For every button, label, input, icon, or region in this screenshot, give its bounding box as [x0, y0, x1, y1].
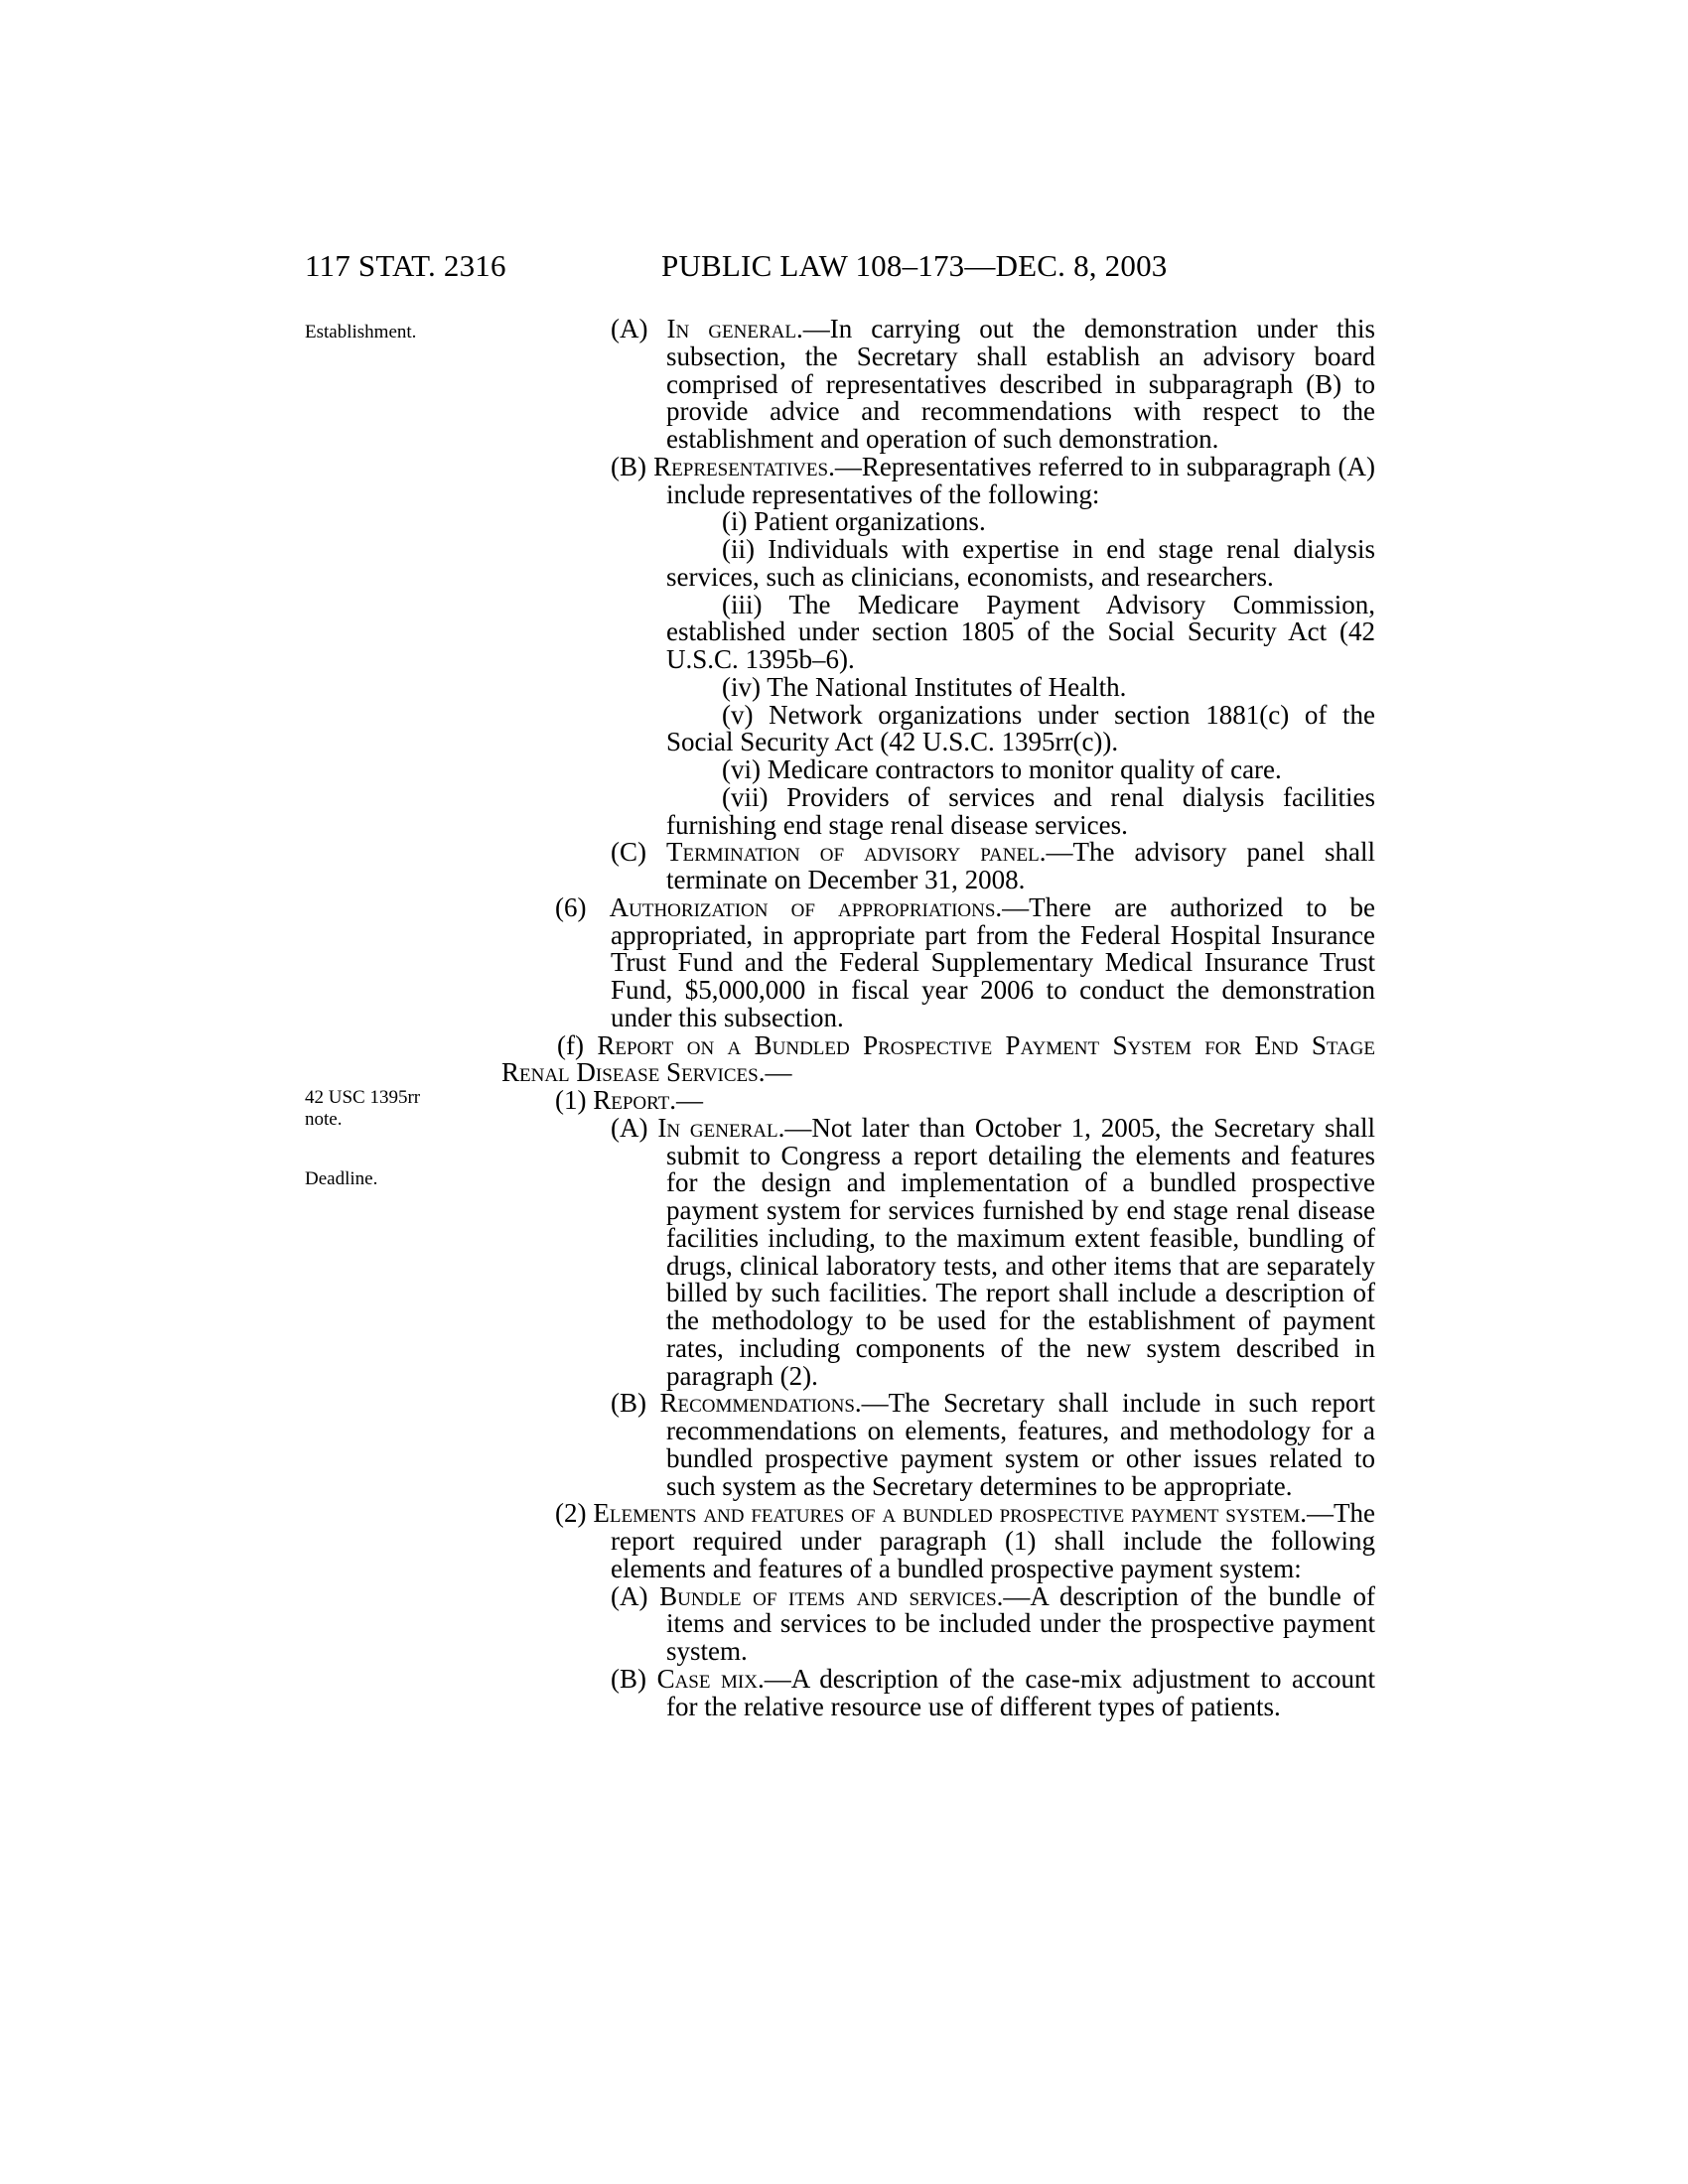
paragraph-1-report: (1) Report.—: [555, 1085, 704, 1115]
clause-item: (v) Network organizations under section 1881(c) of the Social Security Act (42 U.S.C. 1395rr(c)).: [666, 699, 1375, 757]
paragraph-text: There are authorized to be appropriated, in appropriate part from the Federal Hospital Insurance Trust Fund and the Federal Supplementary Medical Insurance Trust Fund, $5,000,000 in fiscal year 2006 to conduct the demonstration under this subsection.: [611, 891, 1376, 1032]
subparagraph-heading: Recommendations: [659, 1388, 855, 1419]
statute-body: [501, 316, 1375, 1720]
subparagraph-a-general: (A) In general.—In carrying out the demonstration under this subsection, the Secretary shall establish an advisory board comprised of representatives described in subparagraph (B) to provide advice and recommendations with respect to the establishment and operation of such demonstration.: [611, 314, 1375, 454]
subparagraph-heading: Representatives: [653, 451, 829, 481]
clause-item: (vi) Medicare contractors to monitor quality of care.: [722, 754, 1282, 784]
subparagraph-heading: In general: [657, 1112, 778, 1143]
paragraph-heading: Authorization of appropriations: [609, 891, 996, 922]
paragraph-heading: Elements and features of a bundled prospective payment system: [593, 1498, 1301, 1529]
clause-item: (iv) The National Institutes of Health.: [722, 671, 1127, 702]
subparagraph-heading: Termination of advisory panel: [666, 837, 1040, 868]
paragraph-heading: Report: [593, 1085, 670, 1115]
margin-note-establishment: Establishment.: [305, 322, 417, 342]
clause-item: (iii) The Medicare Payment Advisory Commission, established under section 1805 of the Social Security Act (42 U.S.C. 1395b–6).: [666, 589, 1375, 674]
margin-note-deadline: Deadline.: [305, 1168, 378, 1189]
subsection-heading: Report on a Bundled Prospective Payment System for End Stage Renal Disease Services: [501, 1029, 1375, 1088]
margin-note-usc-citation: [305, 1087, 420, 1131]
subparagraph-text: Not later than October 1, 2005, the Secretary shall submit to Congress a report detailing the elements and features for the design and implementation of a bundled prospective payment system for services furnished by end stage renal disease facilities including, to the maximum extent feasible, bundling of drugs, clinical laboratory tests, and other items that are separately billed by such facilities. The report shall include a description of the methodology to be used for the establishment of payment rates, including components of the new system described in paragraph (2).: [666, 1112, 1375, 1391]
paragraph-text: The report required under paragraph (1) shall include the following elements and features of a bundled prospective payment system:: [611, 1498, 1375, 1583]
subparagraph-2a-bundle: (A) Bundle of items and services.—A description of the bundle of items and services to be included under the prospective payment system.: [611, 1580, 1375, 1666]
stat-page-number: 117 STAT. 2316: [305, 248, 506, 283]
subparagraph-text: A description of the case-mix adjustment to account for the relative resource use of different types of patients.: [666, 1663, 1375, 1721]
subparagraph-text: Representatives referred to in subparagraph (A) include representatives of the following:: [666, 451, 1375, 509]
margin-note-usc-line: note.: [305, 1109, 343, 1130]
subsection-f-heading: (f) Report on a Bundled Prospective Payment System for End Stage Renal Disease Services.—: [501, 1029, 1375, 1088]
subparagraph-b-representatives: (B) Representatives.—Representatives referred to in subparagraph (A) include representatives of the following:: [611, 451, 1375, 509]
running-head: PUBLIC LAW 108–173—DEC. 8, 2003: [661, 248, 1168, 283]
subparagraph-text: The advisory panel shall terminate on December 31, 2008.: [666, 837, 1375, 894]
subparagraph-text: A description of the bundle of items and services to be included under the prospective payment system.: [666, 1580, 1375, 1666]
clause-item: (vii) Providers of services and renal dialysis facilities furnishing end stage renal disease services.: [666, 781, 1375, 840]
paragraph-2-elements: (2) Elements and features of a bundled prospective payment system.—The report required under paragraph (1) shall include the following elements and features of a bundled prospective payment system:: [555, 1498, 1375, 1583]
paragraph-6-appropriations: (6) Authorization of appropriations.—There are authorized to be appropriated, in appropriate part from the Federal Hospital Insurance Trust Fund and the Federal Supplementary Medical Insurance Trust Fund, $5,000,000 in fiscal year 2006 to conduct the demonstration under this subsection.: [555, 891, 1376, 1032]
margin-note-usc-line: 42 USC 1395rr: [305, 1087, 421, 1108]
subparagraph-c-termination: (C) Termination of advisory panel.—The advisory panel shall terminate on December 31, 2008.: [611, 837, 1375, 894]
subparagraph-heading: In general: [666, 314, 796, 343]
subparagraph-f1a-general: (A) In general.—Not later than October 1, 2005, the Secretary shall submit to Congress a report detailing the elements and features for the design and implementation of a bundled prospective payment system for services furnished by end stage renal disease facilities including, to the maximum extent feasible, bundling of drugs, clinical laboratory tests, and other items that are separately billed by such facilities. The report shall include a description of the methodology to be used for the establishment of payment rates, including components of the new system described in paragraph (2).: [611, 1112, 1375, 1391]
subparagraph-heading: Case mix: [656, 1663, 758, 1694]
clause-item: (ii) Individuals with expertise in end stage renal dialysis services, such as clinicians, economists, and researchers.: [666, 534, 1375, 592]
subparagraph-heading: Bundle of items and services: [659, 1580, 997, 1611]
clause-item: (i) Patient organizations.: [722, 506, 986, 537]
subparagraph-text: The Secretary shall include in such report recommendations on elements, features, and methodology for a bundled prospective payment system or other issues related to such system as the Secretary determines to be appropriate.: [666, 1388, 1375, 1501]
subparagraph-f1b-recommendations: (B) Recommendations.—The Secretary shall include in such report recommendations on elements, features, and methodology for a bundled prospective payment system or other issues related to such system as the Secretary determines to be appropriate.: [611, 1388, 1375, 1501]
subparagraph-text: In carrying out the demonstration under this subsection, the Secretary shall establish an advisory board comprised of representatives described in subparagraph (B) to provide advice and recommendations with respect to the establishment and operation of such demonstration.: [666, 314, 1375, 454]
subparagraph-2b-case-mix: (B) Case mix.—A description of the case-mix adjustment to account for the relative resource use of different types of patients.: [611, 1663, 1375, 1721]
